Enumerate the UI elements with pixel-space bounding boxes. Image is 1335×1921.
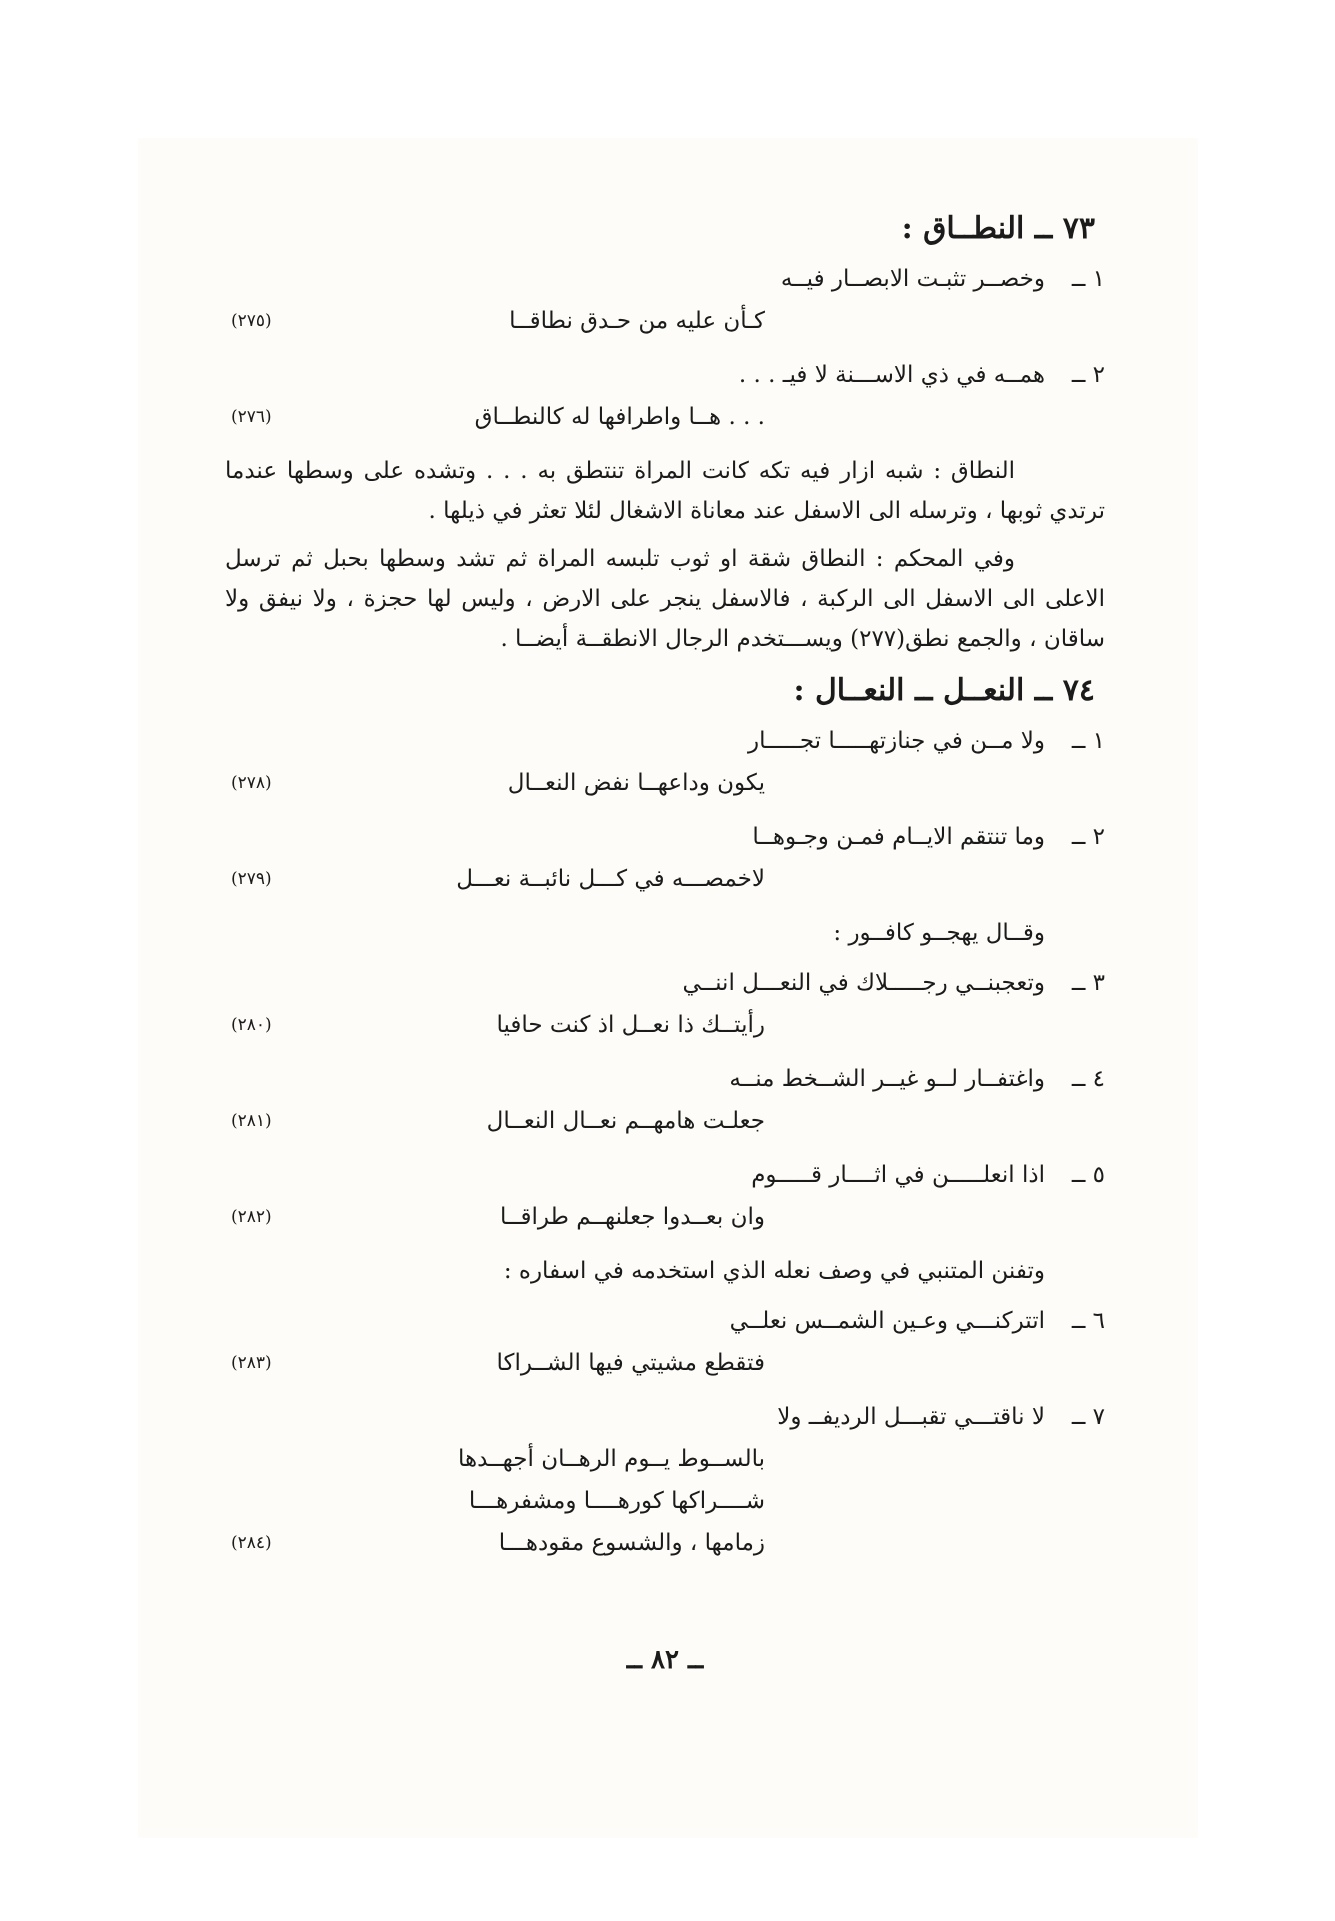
verse-line-4: زمامها ، والشسوع مقودهـــا <box>498 1530 765 1556</box>
document-page <box>225 205 1105 1675</box>
verse-line-1: اتتركنـــي وعـين الشمــس نعلــي <box>729 1308 1045 1334</box>
section-73-heading: ٧٣ ــ النطــاق : <box>901 211 1095 246</box>
intro-line: وتفنن المتنبي في وصف نعله الذي استخدمه في اسفاره : <box>503 1258 1045 1284</box>
verse-number: ٣ ــ <box>1071 970 1105 996</box>
verse-line-1: وتعجبنــي رجـــــلاك في النعـــل اننــي <box>682 970 1045 996</box>
verse-number: ١ ــ <box>1071 266 1105 292</box>
page-number: ــ ٨٢ ــ <box>626 1645 704 1675</box>
verse-line-2: كـأن عليه من حـدق نطاقــا <box>509 308 765 334</box>
verse-74-4 <box>225 1059 1105 1143</box>
footnote-ref: (٢٧٦) <box>231 407 272 427</box>
section-74-heading: ٧٤ ــ النعــل ــ النعــال : <box>793 673 1095 708</box>
verse-number: ٥ ــ <box>1071 1162 1105 1188</box>
verse-74-5 <box>225 1155 1105 1239</box>
verse-73-2 <box>225 355 1105 439</box>
verse-line-1: وما تنتقم الايــام فمـن وجـوهــا <box>752 824 1045 850</box>
paragraph-text: النطاق : شبه ازار فيه تكه كانت المراة تنتطق به . . . وتشده على وسطها عندما ترتدي ثوبها ، وترسله الى الاسفل عند معاناة الاشغال لئلا تعثر في ذيلها . <box>225 458 1105 524</box>
footnote-ref: (٢٨٣) <box>231 1353 272 1373</box>
verse-73-1 <box>225 259 1105 343</box>
verse-line-2: بالســوط يــوم الرهــان أجهــدها <box>458 1446 765 1472</box>
verse-number: ٤ ــ <box>1071 1066 1105 1092</box>
verse-line-1: اذا انعلـــــن في اثــــار قـــــوم <box>751 1162 1045 1188</box>
verse-line-2: رأيتــك ذا نعــل اذ كنت حافيا <box>496 1012 765 1038</box>
verse-line-1: وخصــر تثبـت الابصــار فيــه <box>780 266 1045 292</box>
intro-line: وقــال يهجــو كافــور : <box>833 920 1045 946</box>
footnote-ref: (٢٧٨) <box>231 773 272 793</box>
verse-line-2: وان بعــدوا جعلنهــم طراقــا <box>500 1204 765 1230</box>
verse-line-1: ولا مــن في جنازتهـــــا تجـــــار <box>748 728 1045 754</box>
verse-74-6 <box>225 1301 1105 1385</box>
verse-74-3 <box>225 963 1105 1047</box>
verse-line-1: واغتفــار لــو غيــر الشــخط منــه <box>729 1066 1045 1092</box>
footnote-ref: (٢٧٥) <box>231 311 272 331</box>
verse-number: ١ ــ <box>1071 728 1105 754</box>
verse-line-2: لاخمصـــه في كـــل نائبــة نعـــل <box>456 866 765 892</box>
footnote-ref: (٢٧٩) <box>231 869 272 889</box>
verse-line-1: لا ناقتـــي تقبـــل الرديفــ ولا <box>777 1404 1045 1430</box>
verse-line-1: همــه في ذي الاســـنة لا فيـ . . . <box>738 362 1045 388</box>
verse-number: ٢ ــ <box>1071 362 1105 388</box>
verse-line-2: جعلـت هامهــم نعــال النعــال <box>486 1108 765 1134</box>
footnote-ref: (٢٨٤) <box>231 1533 272 1553</box>
verse-line-2: يكون وداعهــا نفض النعــال <box>507 770 765 796</box>
verse-74-7 <box>225 1397 1105 1565</box>
verse-line-3: شــــراكها كورهــــا ومشفرهـــا <box>468 1488 765 1514</box>
footnote-ref: (٢٨٢) <box>231 1207 272 1227</box>
paragraph-muhkam <box>225 539 1105 659</box>
paragraph-definition <box>225 451 1105 531</box>
paragraph-text: وفي المحكم : النطاق شقة او ثوب تلبسه المراة ثم تشد وسطها بحبل ثم ترسل الاعلى الى الاسفل الى الركبة ، فالاسفل ينجر على الارض ، وليس لها حجزة ، ولا نيفق ولا ساقان ، والجمع نطق(٢٧٧) ويســـتخدم الرجال الانطقــة أيضــا . <box>225 546 1105 652</box>
verse-74-1 <box>225 721 1105 805</box>
footnote-ref: (٢٨١) <box>231 1111 272 1131</box>
verse-line-2: فتقطع مشيتي فيها الشــراكا <box>496 1350 765 1376</box>
verse-74-2 <box>225 817 1105 901</box>
footnote-ref: (٢٨٠) <box>231 1015 272 1035</box>
verse-number: ٧ ــ <box>1071 1404 1105 1430</box>
verse-number: ٦ ــ <box>1071 1308 1105 1334</box>
verse-number: ٢ ــ <box>1071 824 1105 850</box>
verse-line-2: . . . هــا واطرافها له كالنطــاق <box>474 404 765 430</box>
